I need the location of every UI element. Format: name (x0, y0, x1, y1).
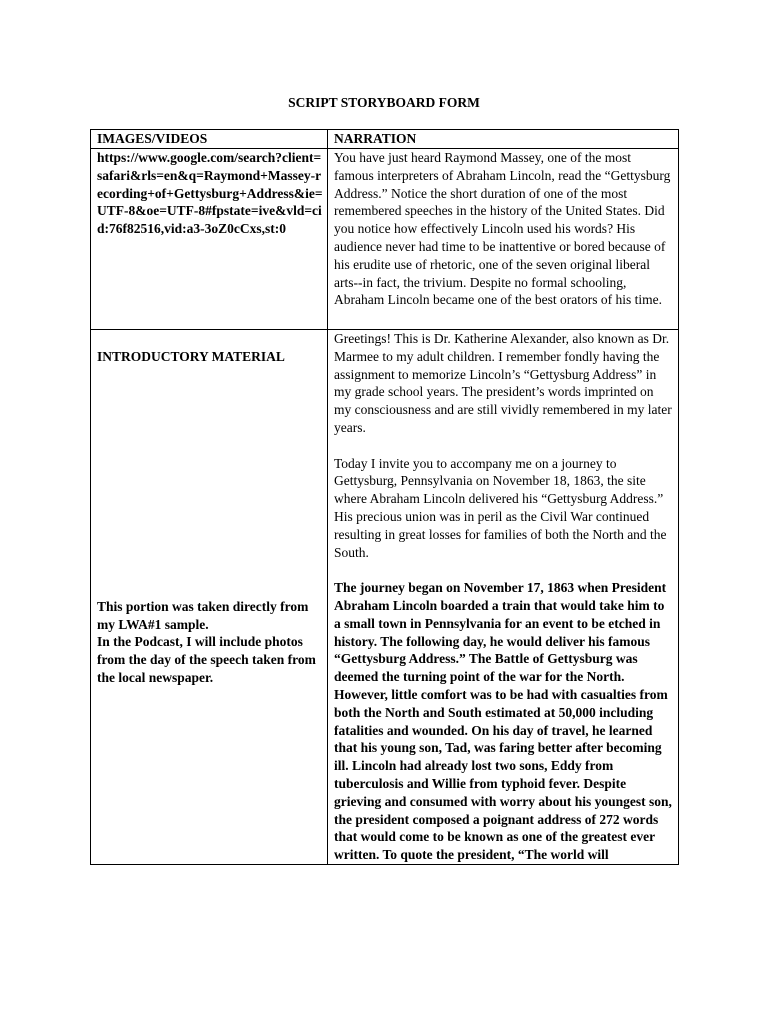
narration-text: You have just heard Raymond Massey, one of the most famous interpreters of Abraham Lincoln, read the “Gettysburg Address.” Notice the short duration of one of the most remembered speeches in the history of the United States. Did you notice how effectively Lincoln used his words? His audience never had time to be inattentive or bored because of his erudite use of rhetoric, one of the seven original liberal arts--in fact, the trivium. Despite no formal schooling, Abraham Lincoln became one of the best orators of his time. (334, 150, 671, 308)
introductory-material-label: INTRODUCTORY MATERIAL (97, 349, 285, 364)
images-videos-header: IMAGES/VIDEOS (91, 130, 328, 149)
narration-cell (328, 330, 679, 865)
narration-invitation-paragraph: Today I invite you to accompany me on a journey to Gettysburg, Pennsylvania on November 18, 1863, the site where Abraham Lincoln delivered his “Gettysburg Address.” His precious union was in peril as the Civil War continued resulting in great losses for families of both the North and the South. (334, 455, 667, 560)
narration-journey-paragraph: The journey began on November 17, 1863 when President Abraham Lincoln boarded a train that would take him to a small town in Pennsylvania for an event to be etched in history. The following day, he would deliver his famous “Gettysburg Address.” The Battle of Gettysburg was deemed the turning point of the war for the North. However, little comfort was to be had with casualties from both the North and South estimated at 50,000 including fatalities and wounded. On his day of travel, he learned that his young son, Tad, was faring better after becoming ill. Lincoln had already lost two sons, Eddy from tuberculosis and Willie from typhoid fever. Despite grieving and consumed with worry about his youngest son, the president composed a poignant address of 272 words that would come to be known as one of the greatest ever written. To quote the president, “The world will (334, 580, 672, 863)
narration-greeting-paragraph: Greetings! This is Dr. Katherine Alexander, also known as Dr. Marmee to my adult children. I remember fondly having the assignment to memorize Lincoln’s “Gettysburg Address” in my grade school years. The president’s words imprinted on my consciousness and are still vividly remembered in my later years. (334, 331, 672, 435)
images-cell (91, 330, 328, 865)
images-cell (91, 149, 328, 330)
paragraph-gap (334, 561, 674, 579)
table-header-row (91, 130, 679, 149)
video-url: https://www.google.com/search?client=safari&rls=en&q=Raymond+Massey-recording+of+Gettysburg+Address&ie=UTF-8&oe=UTF-8#fpstate=ive&vld=cid:76f82516,vid:a3-3oZ0cCxs,st:0 (97, 150, 323, 237)
paragraph-gap (334, 437, 674, 455)
production-note: This portion was taken directly from my LWA#1 sample. In the Podcast, I will include photos from the day of the speech taken from the local newspaper. (97, 598, 316, 685)
narration-header: NARRATION (328, 130, 679, 149)
cell-spacer (97, 366, 323, 598)
storyboard-table (90, 129, 679, 865)
table-row (91, 330, 679, 865)
document-title: SCRIPT STORYBOARD FORM (288, 95, 480, 110)
narration-cell (328, 149, 679, 330)
table-row (91, 149, 679, 330)
cell-spacer (97, 330, 323, 348)
